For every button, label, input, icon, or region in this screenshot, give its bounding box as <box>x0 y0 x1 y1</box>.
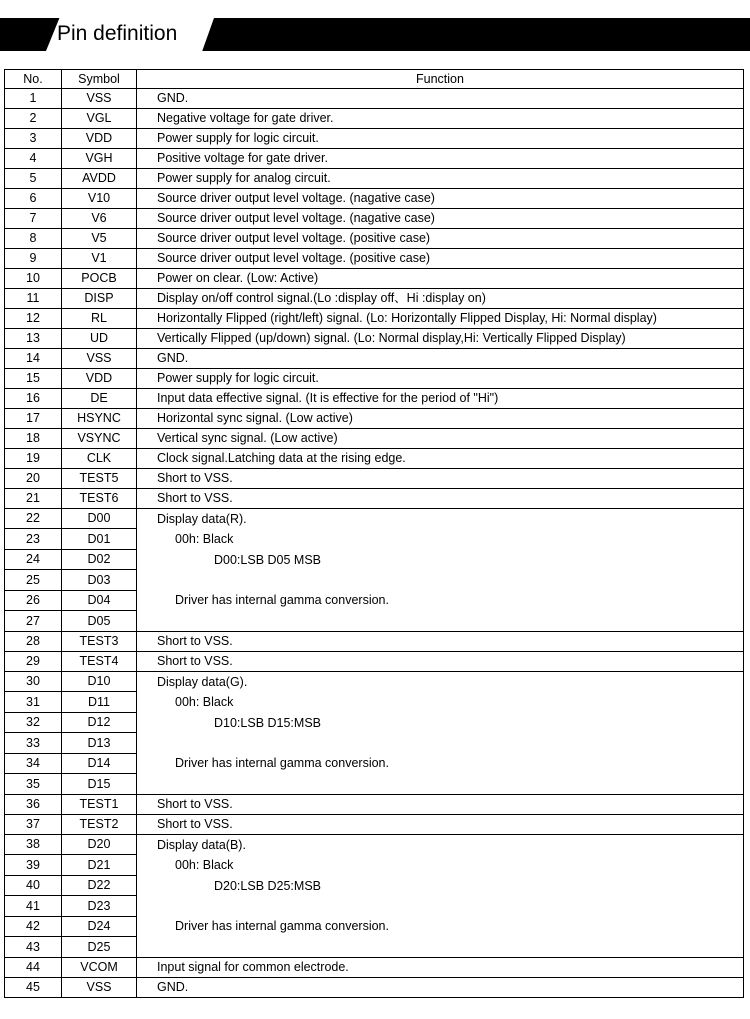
pin-table <box>4 69 744 998</box>
pin-symbol: VGH <box>62 149 137 169</box>
pin-symbol: D02 <box>62 549 137 569</box>
table-row <box>5 89 744 109</box>
pin-number: 22 <box>5 509 62 529</box>
group-text-line1: Display data(R). <box>157 512 247 526</box>
table-row <box>5 449 744 469</box>
pin-number: 18 <box>5 429 62 449</box>
pin-symbol: D23 <box>62 896 137 916</box>
pin-number: 38 <box>5 834 62 854</box>
pin-number: 42 <box>5 916 62 936</box>
group-spacer <box>137 937 743 957</box>
table-row <box>5 209 744 229</box>
pin-function: Source driver output level voltage. (positive case) <box>137 229 744 249</box>
header-symbol: Symbol <box>62 70 137 89</box>
group-text-line3: D00:LSB D05 MSB <box>214 552 321 567</box>
pin-function: Vertically Flipped (up/down) signal. (Lo: Normal display,Hi: Vertically Flipped Display) <box>137 329 744 349</box>
pin-symbol: VSS <box>62 349 137 369</box>
pin-symbol: D00 <box>62 509 137 529</box>
group-text-line2: 00h: Black <box>175 532 234 547</box>
pin-number: 26 <box>5 590 62 610</box>
table-body <box>5 89 744 998</box>
pin-number: 30 <box>5 671 62 691</box>
pin-number: 39 <box>5 855 62 875</box>
pin-number: 44 <box>5 957 62 977</box>
pin-symbol: D24 <box>62 916 137 936</box>
pin-function: Short to VSS. <box>137 631 744 651</box>
group-text-line4: Driver has internal gamma conversion. <box>175 593 389 608</box>
pin-symbol: TEST4 <box>62 651 137 671</box>
table-row <box>5 229 744 249</box>
pin-number: 37 <box>5 814 62 834</box>
pin-number: 1 <box>5 89 62 109</box>
pin-number: 3 <box>5 129 62 149</box>
table-row <box>5 149 744 169</box>
table-row <box>5 309 744 329</box>
pin-function: GND. <box>137 349 744 369</box>
pin-symbol: VDD <box>62 369 137 389</box>
pin-symbol: D04 <box>62 590 137 610</box>
group-spacer <box>137 774 743 794</box>
group-text-line4: Driver has internal gamma conversion. <box>175 919 389 934</box>
table-row <box>5 651 744 671</box>
pin-number: 29 <box>5 651 62 671</box>
pin-function: Negative voltage for gate driver. <box>137 109 744 129</box>
pin-function: Short to VSS. <box>137 469 744 489</box>
group-text-line1: Display data(B). <box>157 837 246 852</box>
pin-symbol: VSS <box>62 977 137 997</box>
pin-function: Short to VSS. <box>137 814 744 834</box>
pin-symbol: V1 <box>62 249 137 269</box>
pin-function: GND. <box>137 977 744 997</box>
pin-function: Source driver output level voltage. (nagative case) <box>137 209 744 229</box>
pin-function: Clock signal.Latching data at the rising edge. <box>137 449 744 469</box>
pin-number: 13 <box>5 329 62 349</box>
table-row <box>5 509 744 529</box>
group-spacer <box>137 611 743 631</box>
table-row <box>5 977 744 997</box>
pin-function: Short to VSS. <box>137 794 744 814</box>
pin-function: Horizontal sync signal. (Low active) <box>137 409 744 429</box>
pin-symbol: RL <box>62 309 137 329</box>
pin-symbol: D12 <box>62 712 137 732</box>
pin-function: Vertical sync signal. (Low active) <box>137 429 744 449</box>
pin-symbol: TEST1 <box>62 794 137 814</box>
pin-number: 45 <box>5 977 62 997</box>
pin-function: Power supply for logic circuit. <box>137 369 744 389</box>
table-row <box>5 289 744 309</box>
pin-number: 23 <box>5 529 62 549</box>
pin-number: 4 <box>5 149 62 169</box>
pin-symbol: UD <box>62 329 137 349</box>
pin-function: Short to VSS. <box>137 651 744 671</box>
group-spacer <box>137 896 743 916</box>
pin-symbol: D01 <box>62 529 137 549</box>
pin-symbol: D05 <box>62 611 137 632</box>
pin-symbol: D21 <box>62 855 137 875</box>
pin-symbol: D03 <box>62 570 137 590</box>
pin-function: Source driver output level voltage. (positive case) <box>137 249 744 269</box>
pin-function: Input data effective signal. (It is effective for the period of "Hi") <box>137 389 744 409</box>
pin-symbol: D20 <box>62 834 137 854</box>
pin-number: 12 <box>5 309 62 329</box>
pin-number: 27 <box>5 611 62 632</box>
pin-function: Positive voltage for gate driver. <box>137 149 744 169</box>
group-text-line2: 00h: Black <box>175 695 234 710</box>
pin-symbol: DISP <box>62 289 137 309</box>
table-row <box>5 957 744 977</box>
group-text-line1: Display data(G). <box>157 674 248 689</box>
table-row <box>5 389 744 409</box>
pin-function: Horizontally Flipped (right/left) signal. (Lo: Horizontally Flipped Display, Hi: Normal display) <box>137 309 744 329</box>
table-row <box>5 169 744 189</box>
table-row <box>5 814 744 834</box>
pin-function: Display on/off control signal.(Lo :display off、Hi :display on) <box>137 289 744 309</box>
pin-symbol: D25 <box>62 937 137 958</box>
pin-number: 33 <box>5 733 62 753</box>
table-row <box>5 469 744 489</box>
display-data-group-r <box>137 509 744 632</box>
table-row <box>5 369 744 389</box>
table-row <box>5 631 744 651</box>
pin-number: 36 <box>5 794 62 814</box>
pin-number: 5 <box>5 169 62 189</box>
pin-symbol: D15 <box>62 774 137 795</box>
pin-symbol: TEST2 <box>62 814 137 834</box>
pin-number: 9 <box>5 249 62 269</box>
pin-symbol: TEST3 <box>62 631 137 651</box>
group-text-line2: 00h: Black <box>175 858 234 873</box>
pin-symbol: POCB <box>62 269 137 289</box>
pin-symbol: VSS <box>62 89 137 109</box>
pin-number: 20 <box>5 469 62 489</box>
table-row <box>5 349 744 369</box>
table-row <box>5 794 744 814</box>
pin-function: Power supply for analog circuit. <box>137 169 744 189</box>
pin-number: 14 <box>5 349 62 369</box>
pin-symbol: AVDD <box>62 169 137 189</box>
pin-number: 34 <box>5 753 62 773</box>
pin-symbol: VDD <box>62 129 137 149</box>
pin-number: 10 <box>5 269 62 289</box>
pin-symbol: TEST6 <box>62 489 137 509</box>
table-row <box>5 269 744 289</box>
pin-number: 19 <box>5 449 62 469</box>
table-row <box>5 249 744 269</box>
pin-symbol: HSYNC <box>62 409 137 429</box>
header-no: No. <box>5 70 62 89</box>
header-function: Function <box>137 70 744 89</box>
table-row <box>5 189 744 209</box>
table-row <box>5 329 744 349</box>
group-spacer <box>137 570 743 590</box>
pin-number: 35 <box>5 774 62 795</box>
pin-number: 15 <box>5 369 62 389</box>
table-header-row <box>5 70 744 89</box>
pin-symbol: D14 <box>62 753 137 773</box>
pin-function: GND. <box>137 89 744 109</box>
table-row <box>5 409 744 429</box>
pin-number: 21 <box>5 489 62 509</box>
table-row <box>5 109 744 129</box>
group-text-line3: D20:LSB D25:MSB <box>214 878 321 893</box>
pin-number: 6 <box>5 189 62 209</box>
pin-number: 24 <box>5 549 62 569</box>
group-text-line4: Driver has internal gamma conversion. <box>175 756 389 771</box>
group-spacer <box>137 733 743 753</box>
table-row <box>5 489 744 509</box>
pin-symbol: D10 <box>62 671 137 691</box>
pin-symbol: VSYNC <box>62 429 137 449</box>
display-data-group-g <box>137 671 744 794</box>
pin-number: 40 <box>5 875 62 895</box>
pin-symbol: V6 <box>62 209 137 229</box>
pin-function: Short to VSS. <box>137 489 744 509</box>
pin-number: 32 <box>5 712 62 732</box>
pin-symbol: D13 <box>62 733 137 753</box>
pin-number: 25 <box>5 570 62 590</box>
pin-symbol: VCOM <box>62 957 137 977</box>
pin-function: Input signal for common electrode. <box>137 957 744 977</box>
pin-symbol: D22 <box>62 875 137 895</box>
pin-symbol: V5 <box>62 229 137 249</box>
pin-number: 28 <box>5 631 62 651</box>
table-row <box>5 429 744 449</box>
page-title: Pin definition <box>57 22 178 45</box>
pin-symbol: D11 <box>62 692 137 712</box>
pin-symbol: DE <box>62 389 137 409</box>
pin-function: Power supply for logic circuit. <box>137 129 744 149</box>
pin-symbol: TEST5 <box>62 469 137 489</box>
pin-number: 41 <box>5 896 62 916</box>
pin-number: 7 <box>5 209 62 229</box>
pin-number: 8 <box>5 229 62 249</box>
table-row <box>5 671 744 691</box>
display-data-group-b <box>137 834 744 957</box>
pin-function: Power on clear. (Low: Active) <box>137 269 744 289</box>
table-row <box>5 834 744 854</box>
pin-symbol: CLK <box>62 449 137 469</box>
pin-number: 11 <box>5 289 62 309</box>
pin-number: 17 <box>5 409 62 429</box>
pin-number: 31 <box>5 692 62 712</box>
pin-number: 16 <box>5 389 62 409</box>
pin-number: 43 <box>5 937 62 958</box>
table-row <box>5 129 744 149</box>
pin-number: 2 <box>5 109 62 129</box>
pin-symbol: V10 <box>62 189 137 209</box>
group-text-line3: D10:LSB D15:MSB <box>214 715 321 730</box>
pin-symbol: VGL <box>62 109 137 129</box>
pin-function: Source driver output level voltage. (nagative case) <box>137 189 744 209</box>
